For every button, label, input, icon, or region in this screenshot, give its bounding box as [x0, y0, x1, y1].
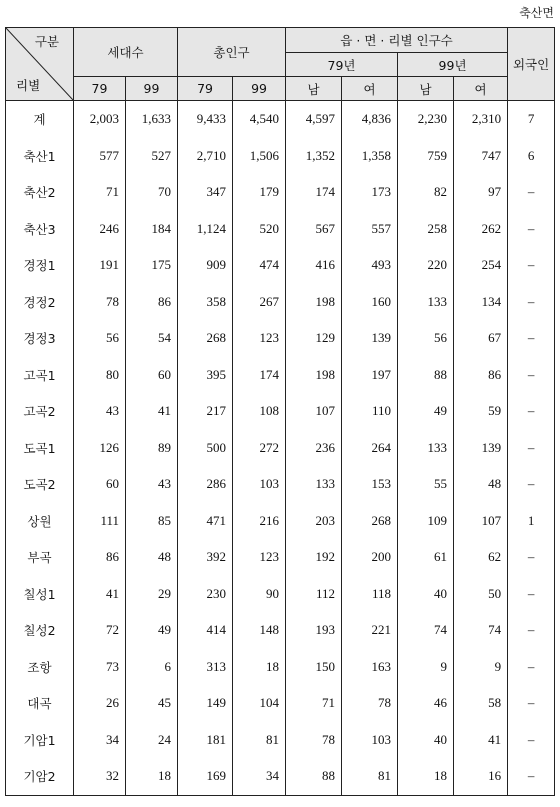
male-79-cell: 174: [286, 174, 342, 211]
foreigners-cell: –: [508, 284, 555, 321]
households-79-cell: 26: [74, 685, 126, 722]
total-pop-99-cell: 34: [233, 758, 286, 795]
header-households-79: 79: [74, 77, 126, 101]
row-name-cell: 대곡: [6, 685, 74, 722]
total-pop-99-cell: 179: [233, 174, 286, 211]
row-name-cell: 경정3: [6, 320, 74, 357]
header-y99-full: 99년: [398, 53, 508, 77]
table-row: [6, 174, 555, 211]
households-99-cell: 45: [126, 685, 178, 722]
male-99-cell: 133: [398, 430, 454, 467]
male-79-cell: 150: [286, 649, 342, 686]
households-99-cell: 527: [126, 138, 178, 175]
table-row: [6, 138, 555, 175]
table-row: [6, 101, 555, 138]
foreigners-cell: –: [508, 211, 555, 248]
header-female-99: 여: [454, 77, 508, 101]
table-body: [6, 101, 555, 796]
total-pop-79-cell: 471: [178, 503, 233, 540]
households-99-cell: 184: [126, 211, 178, 248]
households-79-cell: 577: [74, 138, 126, 175]
row-name-cell: 계: [6, 101, 74, 138]
households-79-cell: 2,003: [74, 101, 126, 138]
total-pop-99-cell: 18: [233, 649, 286, 686]
population-table: [5, 27, 555, 796]
row-name-cell: 축산3: [6, 211, 74, 248]
foreigners-cell: –: [508, 722, 555, 759]
male-79-cell: 78: [286, 722, 342, 759]
foreigners-cell: –: [508, 649, 555, 686]
header-households-99: 99: [126, 77, 178, 101]
households-99-cell: 41: [126, 393, 178, 430]
total-pop-79-cell: 414: [178, 612, 233, 649]
row-name-cell: 축산1: [6, 138, 74, 175]
male-99-cell: 46: [398, 685, 454, 722]
male-79-cell: 193: [286, 612, 342, 649]
households-79-cell: 86: [74, 539, 126, 576]
total-pop-99-cell: 267: [233, 284, 286, 321]
foreigners-cell: –: [508, 466, 555, 503]
total-pop-99-cell: 474: [233, 247, 286, 284]
foreigners-cell: –: [508, 430, 555, 467]
header-foreigners: 외국인: [508, 28, 555, 101]
total-pop-99-cell: 148: [233, 612, 286, 649]
male-79-cell: 567: [286, 211, 342, 248]
foreigners-cell: –: [508, 685, 555, 722]
female-79-cell: 173: [342, 174, 398, 211]
foreigners-cell: –: [508, 320, 555, 357]
female-99-cell: 67: [454, 320, 508, 357]
row-name-cell: 상원: [6, 503, 74, 540]
table-row: [6, 539, 555, 576]
foreigners-cell: 7: [508, 101, 555, 138]
female-99-cell: 134: [454, 284, 508, 321]
households-79-cell: 41: [74, 576, 126, 613]
households-99-cell: 175: [126, 247, 178, 284]
female-99-cell: 86: [454, 357, 508, 394]
header-total-pop-99: 99: [233, 77, 286, 101]
households-79-cell: 126: [74, 430, 126, 467]
female-99-cell: 2,310: [454, 101, 508, 138]
total-pop-79-cell: 181: [178, 722, 233, 759]
population-table-wrapper: [5, 27, 554, 796]
header-town-pop: 읍 · 면 · 리별 인구수: [286, 28, 508, 53]
male-99-cell: 49: [398, 393, 454, 430]
male-99-cell: 2,230: [398, 101, 454, 138]
households-99-cell: 18: [126, 758, 178, 795]
total-pop-79-cell: 286: [178, 466, 233, 503]
male-99-cell: 40: [398, 576, 454, 613]
row-name-cell: 조항: [6, 649, 74, 686]
table-row: [6, 649, 555, 686]
table-row: [6, 393, 555, 430]
row-name-cell: 부곡: [6, 539, 74, 576]
male-99-cell: 40: [398, 722, 454, 759]
total-pop-99-cell: 1,506: [233, 138, 286, 175]
households-99-cell: 49: [126, 612, 178, 649]
male-99-cell: 88: [398, 357, 454, 394]
total-pop-79-cell: 347: [178, 174, 233, 211]
female-99-cell: 48: [454, 466, 508, 503]
male-79-cell: 198: [286, 284, 342, 321]
female-79-cell: 160: [342, 284, 398, 321]
female-99-cell: 139: [454, 430, 508, 467]
table-row: [6, 320, 555, 357]
female-79-cell: 268: [342, 503, 398, 540]
female-79-cell: 139: [342, 320, 398, 357]
female-79-cell: 78: [342, 685, 398, 722]
female-79-cell: 557: [342, 211, 398, 248]
total-pop-99-cell: 123: [233, 320, 286, 357]
male-79-cell: 192: [286, 539, 342, 576]
diagonal-header-cell: [6, 28, 74, 101]
female-79-cell: 200: [342, 539, 398, 576]
households-79-cell: 246: [74, 211, 126, 248]
female-79-cell: 221: [342, 612, 398, 649]
households-99-cell: 43: [126, 466, 178, 503]
total-pop-79-cell: 313: [178, 649, 233, 686]
male-99-cell: 61: [398, 539, 454, 576]
row-name-cell: 축산2: [6, 174, 74, 211]
foreigners-cell: –: [508, 393, 555, 430]
male-79-cell: 4,597: [286, 101, 342, 138]
total-pop-79-cell: 392: [178, 539, 233, 576]
table-row: [6, 430, 555, 467]
male-79-cell: 1,352: [286, 138, 342, 175]
header-male-99: 남: [398, 77, 454, 101]
households-99-cell: 29: [126, 576, 178, 613]
households-79-cell: 78: [74, 284, 126, 321]
total-pop-79-cell: 217: [178, 393, 233, 430]
male-99-cell: 74: [398, 612, 454, 649]
households-79-cell: 34: [74, 722, 126, 759]
male-79-cell: 198: [286, 357, 342, 394]
table-row: [6, 247, 555, 284]
header-ri: 리별: [16, 78, 41, 93]
households-99-cell: 70: [126, 174, 178, 211]
female-99-cell: 59: [454, 393, 508, 430]
total-pop-79-cell: 358: [178, 284, 233, 321]
row-name-cell: 칠성1: [6, 576, 74, 613]
female-99-cell: 107: [454, 503, 508, 540]
households-99-cell: 60: [126, 357, 178, 394]
row-name-cell: 도곡1: [6, 430, 74, 467]
total-pop-99-cell: 520: [233, 211, 286, 248]
table-row: [6, 612, 555, 649]
foreigners-cell: –: [508, 174, 555, 211]
female-99-cell: 62: [454, 539, 508, 576]
households-99-cell: 48: [126, 539, 178, 576]
male-99-cell: 9: [398, 649, 454, 686]
table-row: [6, 576, 555, 613]
female-99-cell: 747: [454, 138, 508, 175]
table-row: [6, 466, 555, 503]
households-79-cell: 111: [74, 503, 126, 540]
header-households: 세대수: [74, 28, 178, 77]
male-79-cell: 133: [286, 466, 342, 503]
households-99-cell: 86: [126, 284, 178, 321]
households-79-cell: 60: [74, 466, 126, 503]
table-row: [6, 211, 555, 248]
table-row: [6, 722, 555, 759]
male-79-cell: 107: [286, 393, 342, 430]
foreigners-cell: –: [508, 357, 555, 394]
male-79-cell: 129: [286, 320, 342, 357]
male-99-cell: 55: [398, 466, 454, 503]
table-row: [6, 503, 555, 540]
male-79-cell: 203: [286, 503, 342, 540]
row-name-cell: 칠성2: [6, 612, 74, 649]
female-79-cell: 1,358: [342, 138, 398, 175]
total-pop-99-cell: 123: [233, 539, 286, 576]
table-row: [6, 284, 555, 321]
female-99-cell: 16: [454, 758, 508, 795]
row-name-cell: 고곡1: [6, 357, 74, 394]
foreigners-cell: –: [508, 247, 555, 284]
households-99-cell: 24: [126, 722, 178, 759]
female-79-cell: 153: [342, 466, 398, 503]
female-79-cell: 264: [342, 430, 398, 467]
households-99-cell: 54: [126, 320, 178, 357]
total-pop-99-cell: 272: [233, 430, 286, 467]
households-79-cell: 73: [74, 649, 126, 686]
male-79-cell: 88: [286, 758, 342, 795]
female-79-cell: 4,836: [342, 101, 398, 138]
foreigners-cell: –: [508, 612, 555, 649]
total-pop-79-cell: 395: [178, 357, 233, 394]
households-79-cell: 56: [74, 320, 126, 357]
female-79-cell: 163: [342, 649, 398, 686]
households-79-cell: 71: [74, 174, 126, 211]
total-pop-99-cell: 174: [233, 357, 286, 394]
female-79-cell: 493: [342, 247, 398, 284]
female-79-cell: 118: [342, 576, 398, 613]
male-99-cell: 18: [398, 758, 454, 795]
table-row: [6, 758, 555, 795]
foreigners-cell: –: [508, 539, 555, 576]
female-99-cell: 50: [454, 576, 508, 613]
male-99-cell: 220: [398, 247, 454, 284]
total-pop-79-cell: 500: [178, 430, 233, 467]
row-name-cell: 경정2: [6, 284, 74, 321]
total-pop-99-cell: 4,540: [233, 101, 286, 138]
table-caption: 축산면: [519, 6, 554, 20]
male-79-cell: 236: [286, 430, 342, 467]
foreigners-cell: –: [508, 758, 555, 795]
header-male-79: 남: [286, 77, 342, 101]
total-pop-79-cell: 230: [178, 576, 233, 613]
header-y79-full: 79년: [286, 53, 398, 77]
header-category: 구분: [34, 34, 59, 49]
households-79-cell: 191: [74, 247, 126, 284]
female-99-cell: 74: [454, 612, 508, 649]
male-99-cell: 759: [398, 138, 454, 175]
header-female-79: 여: [342, 77, 398, 101]
female-79-cell: 197: [342, 357, 398, 394]
female-79-cell: 110: [342, 393, 398, 430]
households-99-cell: 1,633: [126, 101, 178, 138]
female-99-cell: 41: [454, 722, 508, 759]
households-79-cell: 80: [74, 357, 126, 394]
foreigners-cell: 1: [508, 503, 555, 540]
households-79-cell: 43: [74, 393, 126, 430]
table-row: [6, 685, 555, 722]
female-99-cell: 262: [454, 211, 508, 248]
total-pop-79-cell: 909: [178, 247, 233, 284]
row-name-cell: 경정1: [6, 247, 74, 284]
male-99-cell: 109: [398, 503, 454, 540]
female-79-cell: 81: [342, 758, 398, 795]
male-79-cell: 112: [286, 576, 342, 613]
female-99-cell: 58: [454, 685, 508, 722]
total-pop-79-cell: 2,710: [178, 138, 233, 175]
male-79-cell: 71: [286, 685, 342, 722]
row-name-cell: 고곡2: [6, 393, 74, 430]
female-99-cell: 9: [454, 649, 508, 686]
female-99-cell: 254: [454, 247, 508, 284]
female-99-cell: 97: [454, 174, 508, 211]
total-pop-99-cell: 103: [233, 466, 286, 503]
total-pop-79-cell: 169: [178, 758, 233, 795]
total-pop-79-cell: 268: [178, 320, 233, 357]
households-99-cell: 6: [126, 649, 178, 686]
total-pop-99-cell: 90: [233, 576, 286, 613]
header-total-pop-79: 79: [178, 77, 233, 101]
foreigners-cell: 6: [508, 138, 555, 175]
header-total-pop: 총인구: [178, 28, 286, 77]
male-79-cell: 416: [286, 247, 342, 284]
total-pop-79-cell: 9,433: [178, 101, 233, 138]
households-79-cell: 72: [74, 612, 126, 649]
row-name-cell: 기암2: [6, 758, 74, 795]
total-pop-79-cell: 149: [178, 685, 233, 722]
male-99-cell: 258: [398, 211, 454, 248]
row-name-cell: 도곡2: [6, 466, 74, 503]
households-99-cell: 85: [126, 503, 178, 540]
households-99-cell: 89: [126, 430, 178, 467]
row-name-cell: 기암1: [6, 722, 74, 759]
total-pop-79-cell: 1,124: [178, 211, 233, 248]
total-pop-99-cell: 81: [233, 722, 286, 759]
female-79-cell: 103: [342, 722, 398, 759]
table-row: [6, 357, 555, 394]
male-99-cell: 133: [398, 284, 454, 321]
total-pop-99-cell: 104: [233, 685, 286, 722]
total-pop-99-cell: 216: [233, 503, 286, 540]
households-79-cell: 32: [74, 758, 126, 795]
male-99-cell: 82: [398, 174, 454, 211]
foreigners-cell: –: [508, 576, 555, 613]
total-pop-99-cell: 108: [233, 393, 286, 430]
male-99-cell: 56: [398, 320, 454, 357]
